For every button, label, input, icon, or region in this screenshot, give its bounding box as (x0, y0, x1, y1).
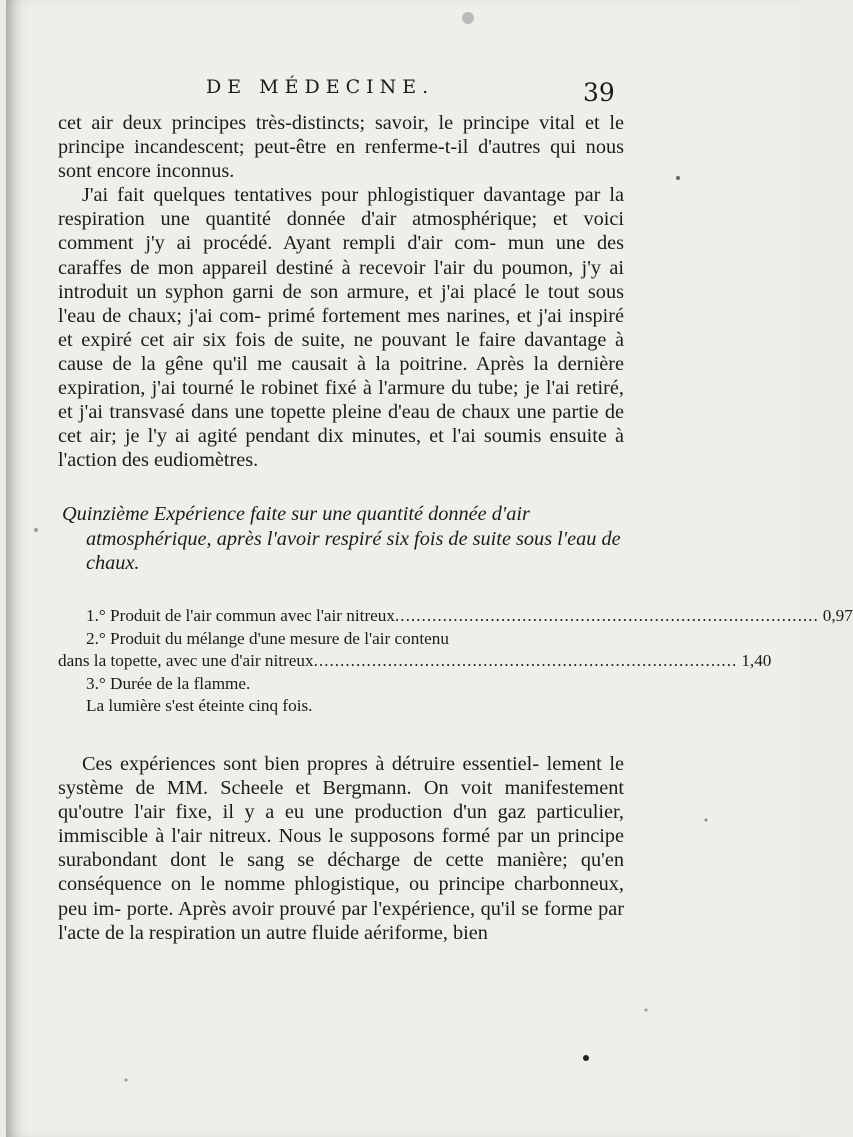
text-line: l'air du poumon, j'y ai introduit un syphon garni de son (58, 256, 625, 303)
page-header (0, 76, 800, 112)
result-item-2 (58, 650, 772, 673)
result-label: 1.° Produit de l'air commun avec l'air nitreux (86, 606, 395, 626)
result-item-1 (58, 605, 853, 628)
text-line: Quinzième Expérience faite sur une quantité donnée d'air (62, 503, 530, 526)
text-line: armure, et j'ai placé le tout sous l'eau de chaux; j'ai com- (58, 280, 624, 327)
page-body (58, 111, 853, 945)
closing-paragraph (58, 752, 624, 945)
result-value: 0,97 (822, 606, 853, 626)
text-line: nomme phlogistique, ou principe charbonneux, peu im- (58, 873, 624, 920)
paragraph-1 (58, 111, 624, 183)
text-line: atmosphérique, après l'avoir respiré six fois de suite sous (86, 527, 553, 550)
text-line: d'un gaz particulier, immiscible à l'air nitreux. Nous le (58, 801, 624, 848)
leader-dots (314, 650, 738, 673)
text-line: par la respiration une quantité donnée d'air atmosphérique; (58, 184, 625, 231)
experiment-heading (58, 502, 624, 575)
text-line: manifestement qu'outre l'air fixe, il y a eu une production (58, 777, 624, 824)
text-line: air six fois de suite, ne pouvant le faire davantage à cause (58, 328, 625, 375)
text-line: primé fortement mes narines, et j'ai inspiré et expiré cet (58, 304, 624, 351)
text-line: mun une des caraffes de mon appareil destiné à recevoir (58, 232, 624, 279)
text-line: de la gêne qu'il me causait à la poitrine. Après la dernière (112, 352, 624, 375)
page-number: 39 (583, 78, 615, 107)
text-line: cet air deux principes très-distincts; savoir, le principe (58, 112, 530, 134)
text-line: l'eau de chaux. (86, 527, 621, 574)
text-line: porte. Après avoir prouvé par l'expérience, qu'il se forme (126, 897, 593, 920)
running-head: DE MÉDECINE. (206, 76, 435, 98)
text-line: expiration, j'ai tourné le robinet fixé à l'armure du tube; je (58, 377, 540, 400)
leader-dots (395, 605, 819, 628)
result-item-3-outcome: La lumière s'est éteinte cinq fois. (86, 696, 313, 716)
text-line: d'autres qui nous sont encore inconnus. (58, 136, 624, 183)
paragraph-2 (58, 183, 624, 472)
result-value: 1,40 (741, 651, 772, 671)
text-line: et voici comment j'y ai procédé. Ayant rempli d'air com- (58, 208, 624, 255)
text-line: se décharge de cette manière; qu'en conséquence on le (58, 849, 624, 896)
text-line: de chaux une partie de cet air; je l'y ai agité pendant dix (58, 401, 624, 448)
text-line: par l'acte de la respiration un autre fluide aériforme, bien (58, 897, 624, 944)
text-line: minutes, et l'ai soumis ensuite à l'action des eudiomètres. (58, 425, 624, 472)
text-line: Ces expériences sont bien propres à détruire essentiel- (82, 752, 540, 775)
result-item-2-line1: 2.° Produit du mélange d'une mesure de l'air contenu (86, 628, 449, 648)
text-line: lement le système de MM. Scheele et Bergmann. On voit (58, 752, 624, 800)
text-line: J'ai fait quelques tentatives pour phlogistiquer davantage (82, 184, 566, 207)
results-list (58, 605, 853, 718)
text-line: vital et le principe incandescent; peut-être en renferme-t-il (58, 112, 624, 159)
text-line: supposons formé par un principe surabondant dont le sang (58, 825, 624, 872)
text-line: l'ai retiré, et j'ai transvasé dans une topette pleine d'eau (58, 377, 624, 424)
result-item-3: 3.° Durée de la flamme. (86, 673, 251, 693)
result-label: dans la topette, avec une d'air nitreux (58, 651, 314, 671)
